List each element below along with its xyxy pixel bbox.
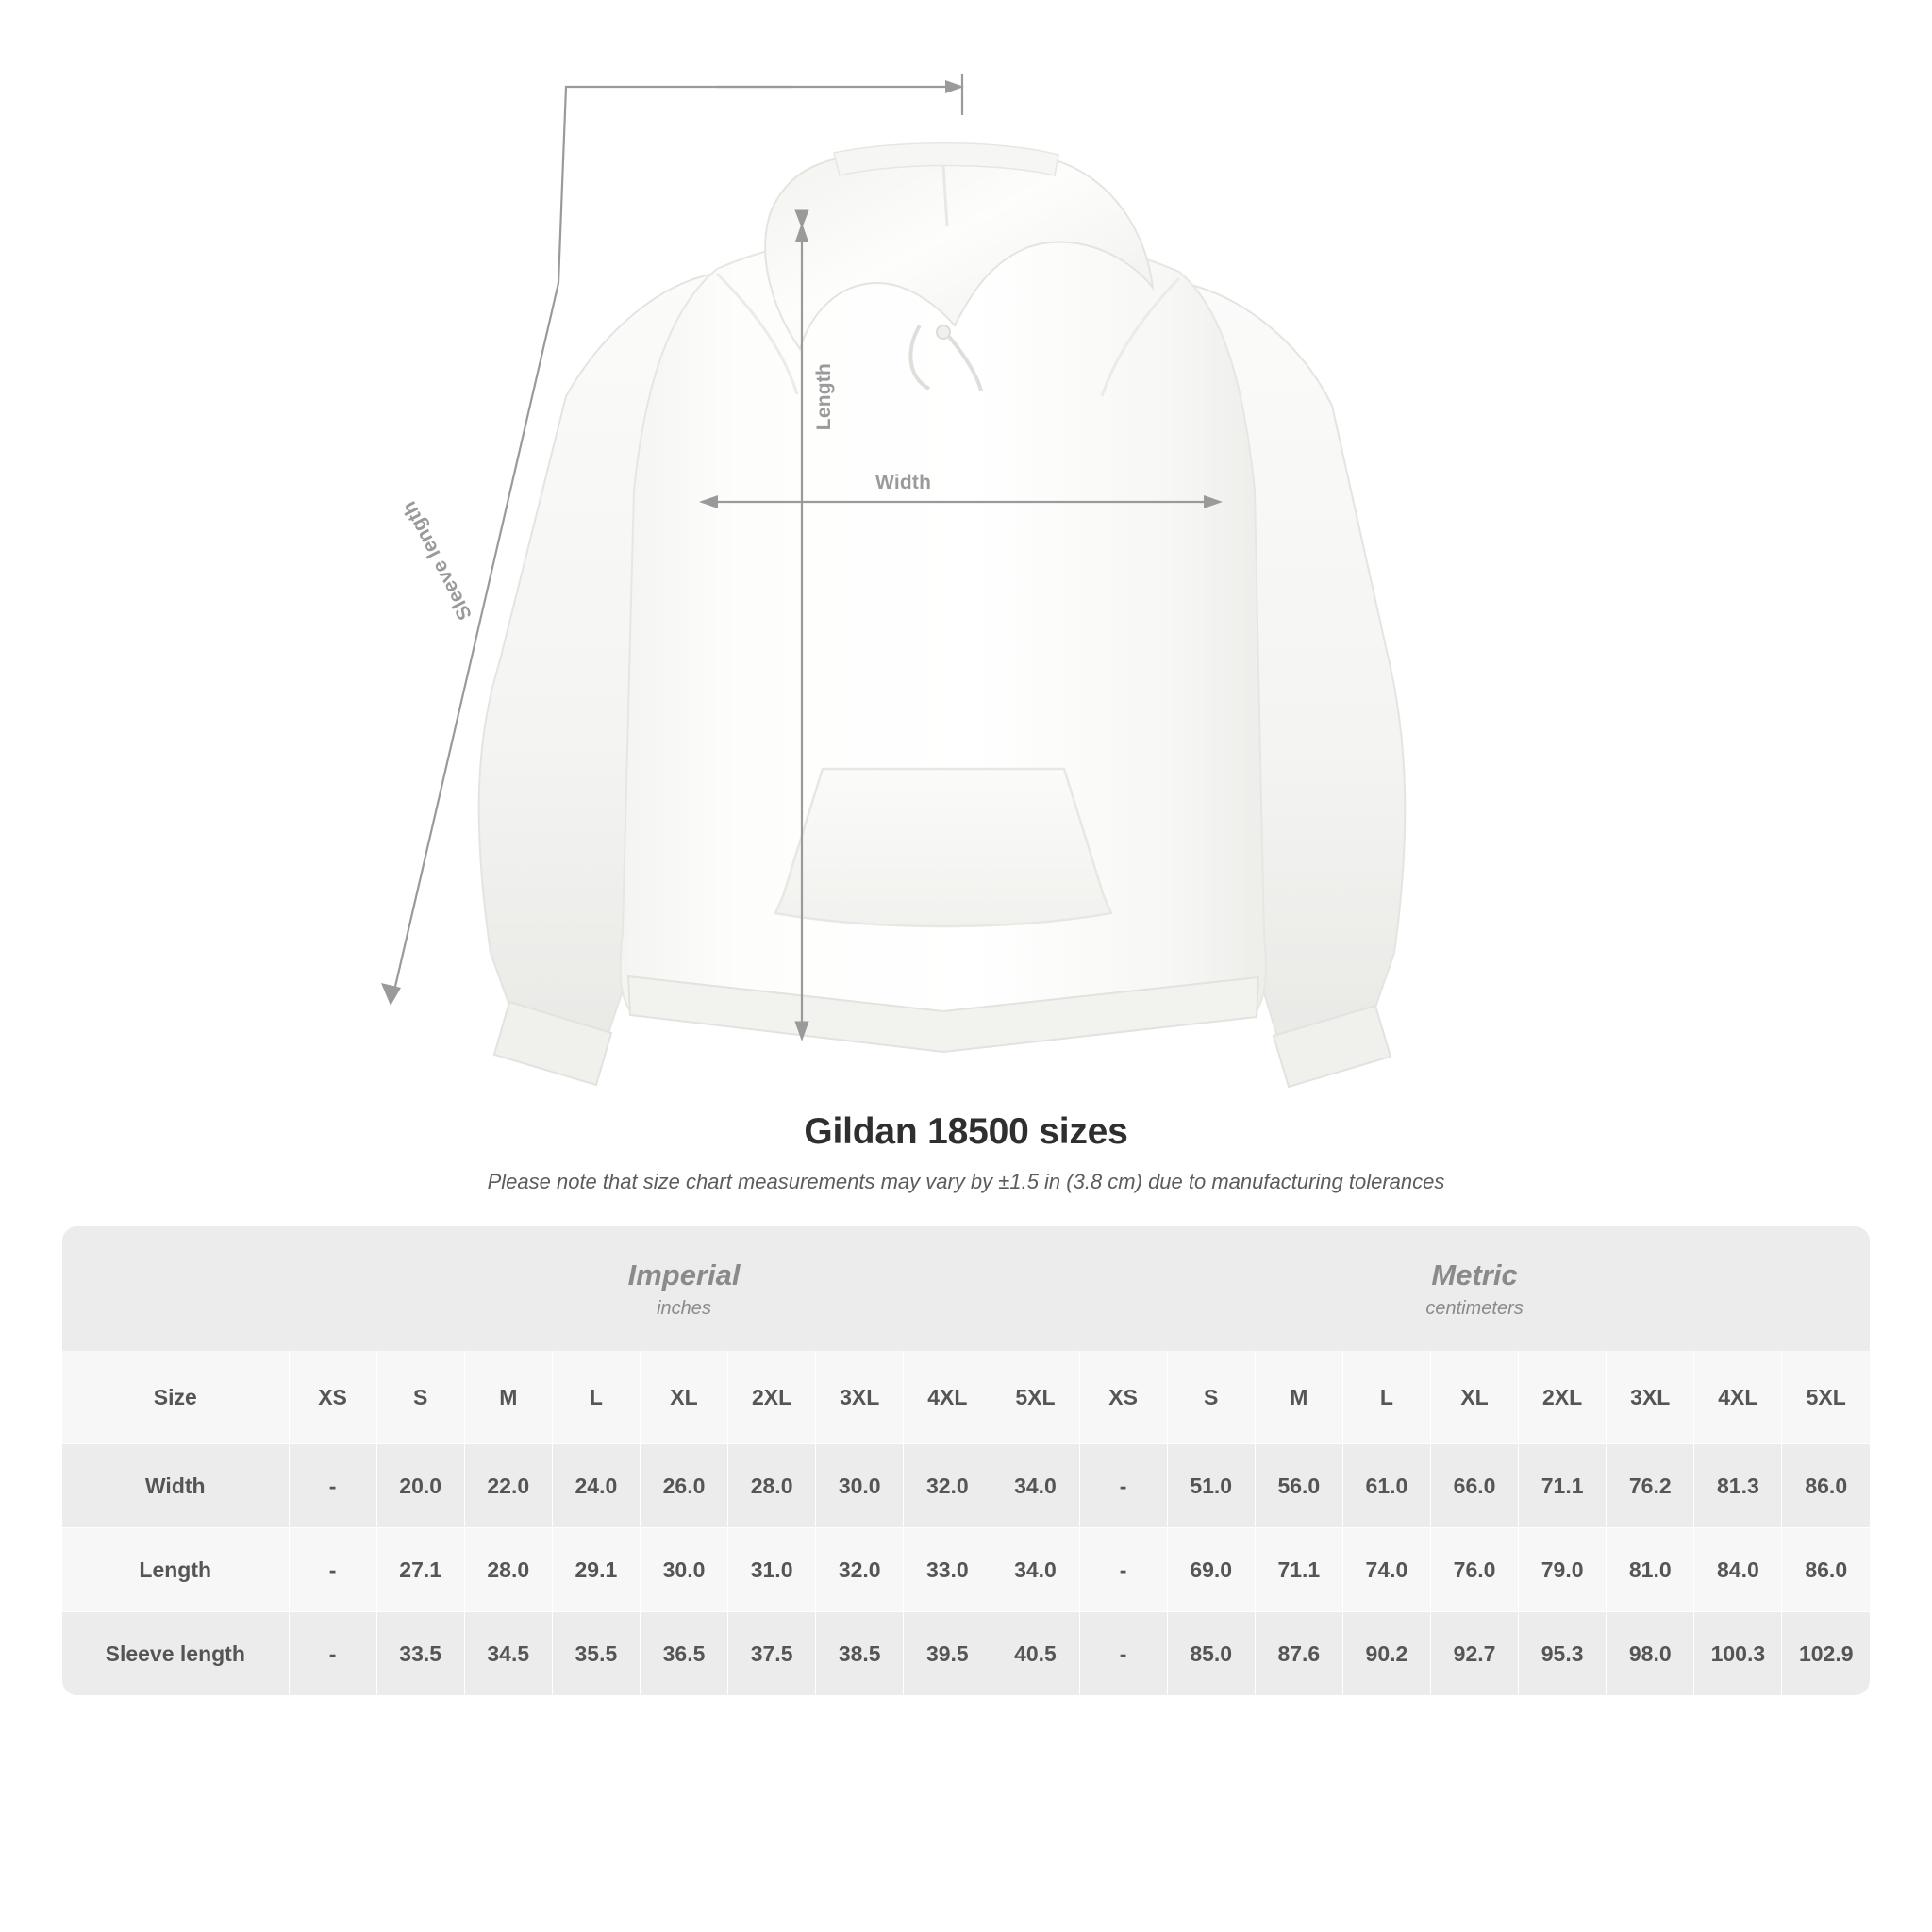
unit-header-row bbox=[62, 1226, 1870, 1351]
measurement-value: 51.0 bbox=[1167, 1444, 1255, 1528]
unit-group-name: Imperial bbox=[627, 1257, 741, 1291]
measurement-value: 32.0 bbox=[904, 1444, 991, 1528]
measurement-value: 81.0 bbox=[1607, 1528, 1694, 1612]
size-column-header: 2XL bbox=[728, 1351, 816, 1444]
measurement-value: 102.9 bbox=[1782, 1612, 1870, 1696]
width-label: Width bbox=[875, 472, 932, 493]
measurement-value: 27.1 bbox=[376, 1528, 464, 1612]
measurement-value: 30.0 bbox=[640, 1528, 727, 1612]
measurement-value: - bbox=[289, 1528, 376, 1612]
measurement-value: - bbox=[1079, 1444, 1167, 1528]
measurement-value: 95.3 bbox=[1519, 1612, 1607, 1696]
measurement-value: 76.2 bbox=[1607, 1444, 1694, 1528]
tolerance-note: Please note that size chart measurements may vary by ±1.5 in (3.8 cm) due to manufacturing tolerances bbox=[487, 1170, 1445, 1193]
table-row bbox=[62, 1612, 1870, 1696]
unit-header-spacer bbox=[62, 1226, 289, 1351]
size-table-wrapper bbox=[62, 1226, 1870, 1695]
measurement-value: 34.5 bbox=[464, 1612, 552, 1696]
size-column-header: S bbox=[376, 1351, 464, 1444]
measurement-value: 33.0 bbox=[904, 1528, 991, 1612]
measurement-value: 22.0 bbox=[464, 1444, 552, 1528]
measurement-value: 85.0 bbox=[1167, 1612, 1255, 1696]
size-column-header: 5XL bbox=[1782, 1351, 1870, 1444]
size-table bbox=[62, 1226, 1870, 1695]
measurement-value: 32.0 bbox=[816, 1528, 904, 1612]
measurement-value: 86.0 bbox=[1782, 1444, 1870, 1528]
unit-group-imperial bbox=[289, 1226, 1079, 1351]
sleeve-arrow-bottom bbox=[381, 983, 401, 1006]
drawstring-knot bbox=[937, 325, 950, 339]
measurement-value: 90.2 bbox=[1342, 1612, 1430, 1696]
measurement-value: 38.5 bbox=[816, 1612, 904, 1696]
table-row bbox=[62, 1444, 1870, 1528]
measurement-value: 29.1 bbox=[552, 1528, 640, 1612]
measurement-value: 98.0 bbox=[1607, 1612, 1694, 1696]
row-header-label: Size bbox=[62, 1351, 289, 1444]
measurement-value: 74.0 bbox=[1342, 1528, 1430, 1612]
unit-group-metric bbox=[1079, 1226, 1870, 1351]
table-row bbox=[62, 1528, 1870, 1612]
measurement-value: 34.0 bbox=[991, 1528, 1079, 1612]
measurement-value: 61.0 bbox=[1342, 1444, 1430, 1528]
size-column-header: XS bbox=[289, 1351, 376, 1444]
measurement-value: 56.0 bbox=[1255, 1444, 1342, 1528]
measurement-value: 87.6 bbox=[1255, 1612, 1342, 1696]
measurement-value: 20.0 bbox=[376, 1444, 464, 1528]
measurement-value: - bbox=[289, 1444, 376, 1528]
size-column-header: 3XL bbox=[816, 1351, 904, 1444]
measurement-value: 35.5 bbox=[552, 1612, 640, 1696]
size-column-header: S bbox=[1167, 1351, 1255, 1444]
measurement-value: 34.0 bbox=[991, 1444, 1079, 1528]
size-column-header: XL bbox=[640, 1351, 727, 1444]
kangaroo-pocket bbox=[775, 769, 1111, 926]
measurement-label: Sleeve length bbox=[62, 1612, 289, 1696]
size-column-header: 4XL bbox=[904, 1351, 991, 1444]
size-column-header: 4XL bbox=[1694, 1351, 1782, 1444]
size-column-header: 3XL bbox=[1607, 1351, 1694, 1444]
measurement-value: 79.0 bbox=[1519, 1528, 1607, 1612]
measurement-value: 39.5 bbox=[904, 1612, 991, 1696]
measurement-value: 76.0 bbox=[1430, 1528, 1518, 1612]
measurement-value: 31.0 bbox=[728, 1528, 816, 1612]
measurement-value: 71.1 bbox=[1519, 1444, 1607, 1528]
size-column-header: L bbox=[1342, 1351, 1430, 1444]
measurement-value: 86.0 bbox=[1782, 1528, 1870, 1612]
measurement-value: 36.5 bbox=[640, 1612, 727, 1696]
measurement-value: 81.3 bbox=[1694, 1444, 1782, 1528]
unit-group-name: Metric bbox=[1431, 1257, 1518, 1291]
size-column-header: XL bbox=[1430, 1351, 1518, 1444]
unit-group-sub: centimeters bbox=[1425, 1297, 1524, 1319]
measurement-value: - bbox=[1079, 1528, 1167, 1612]
measurement-value: 71.1 bbox=[1255, 1528, 1342, 1612]
unit-group-sub: inches bbox=[657, 1297, 711, 1319]
measurement-label: Length bbox=[62, 1528, 289, 1612]
size-column-header: 2XL bbox=[1519, 1351, 1607, 1444]
measurement-value: 26.0 bbox=[640, 1444, 727, 1528]
measurement-value: 33.5 bbox=[376, 1612, 464, 1696]
size-column-header: M bbox=[1255, 1351, 1342, 1444]
measurement-value: 84.0 bbox=[1694, 1528, 1782, 1612]
measurement-value: 37.5 bbox=[728, 1612, 816, 1696]
measurement-value: 28.0 bbox=[464, 1528, 552, 1612]
title-block bbox=[0, 1111, 1932, 1194]
measurement-label: Width bbox=[62, 1444, 289, 1528]
measurement-value: 28.0 bbox=[728, 1444, 816, 1528]
size-column-header: 5XL bbox=[991, 1351, 1079, 1444]
measurement-value: 100.3 bbox=[1694, 1612, 1782, 1696]
measurement-value: 24.0 bbox=[552, 1444, 640, 1528]
measurement-value: 40.5 bbox=[991, 1612, 1079, 1696]
size-header-row bbox=[62, 1351, 1870, 1444]
measurement-value: 66.0 bbox=[1430, 1444, 1518, 1528]
measurement-value: 69.0 bbox=[1167, 1528, 1255, 1612]
page-title: Gildan 18500 sizes bbox=[804, 1111, 1128, 1152]
measurement-value: 92.7 bbox=[1430, 1612, 1518, 1696]
measurement-value: 30.0 bbox=[816, 1444, 904, 1528]
size-column-header: M bbox=[464, 1351, 552, 1444]
size-column-header: L bbox=[552, 1351, 640, 1444]
measurement-value: - bbox=[289, 1612, 376, 1696]
measurement-value: - bbox=[1079, 1612, 1167, 1696]
sleeve-length-label: Sleeve length bbox=[397, 497, 477, 624]
size-column-header: XS bbox=[1079, 1351, 1167, 1444]
length-label: Length bbox=[813, 363, 835, 431]
